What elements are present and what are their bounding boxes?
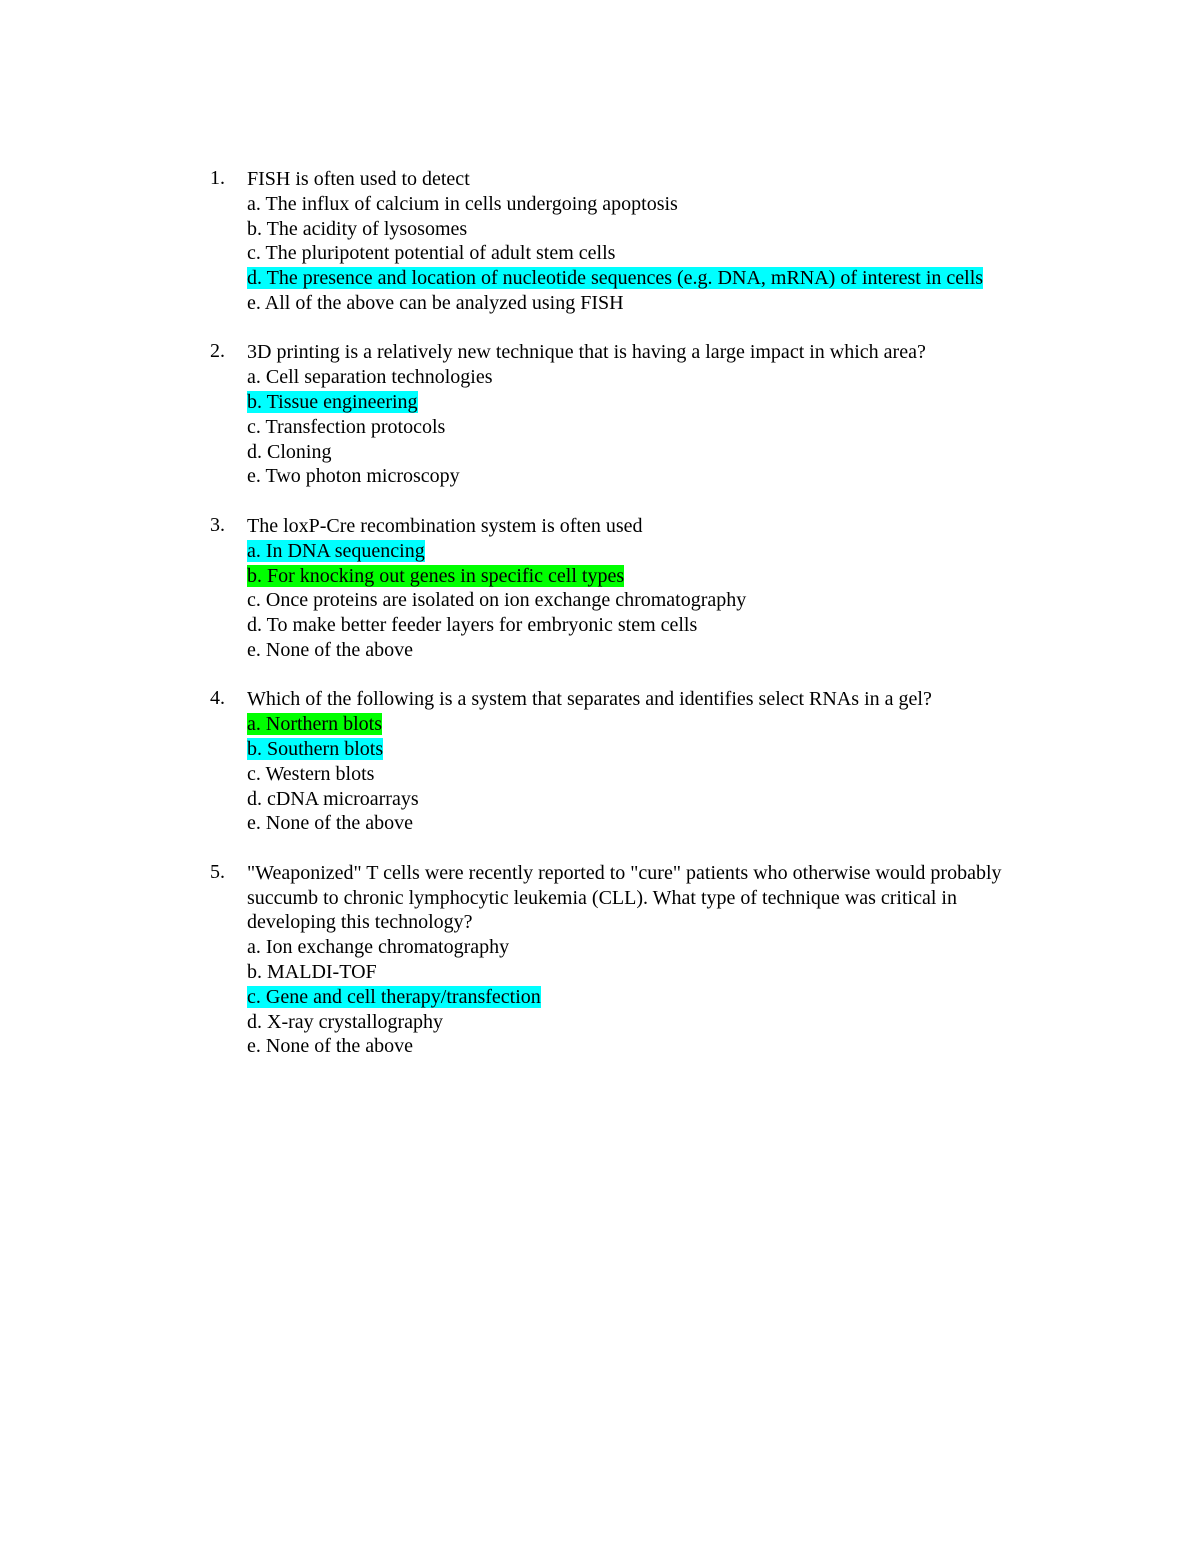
question-4 [210, 687, 1030, 836]
option-item [247, 365, 1030, 390]
question-1 [210, 167, 1030, 316]
option-item [247, 638, 1030, 663]
option-item [247, 539, 1030, 564]
option-item [247, 390, 1030, 415]
option-item [247, 415, 1030, 440]
option-text: d. Cloning [247, 440, 332, 463]
option-item [247, 935, 1030, 960]
option-text: e. None of the above [247, 638, 414, 661]
option-item [247, 811, 1030, 836]
option-item [247, 217, 1030, 242]
question-list [210, 167, 1030, 1084]
option-item [247, 1034, 1030, 1059]
option-text: d. X-ray crystallography [247, 1010, 444, 1033]
option-item [247, 291, 1030, 316]
question-text: FISH is often used to detect [247, 168, 470, 190]
option-text: e. Two photon microscopy [247, 465, 460, 488]
question-text: Which of the following is a system that separates and identifies select RNAs in a gel? [247, 688, 932, 711]
option-item [247, 564, 1030, 589]
question-text: "Weaponized" T cells were recently reported to "cure" patients who otherwise would probably succumb to chronic lymphocytic leukemia (CLL). What type of technique was critical in developing this technology? [247, 861, 1002, 934]
option-text: c. Once proteins are isolated on ion exchange chromatography [247, 589, 747, 612]
question-number: 3. [210, 513, 225, 536]
option-text: c. The pluripotent potential of adult stem cells [247, 242, 616, 265]
option-text: b. MALDI-TOF [247, 961, 377, 984]
option-item [247, 762, 1030, 787]
question-3 [210, 514, 1030, 663]
option-item [247, 440, 1030, 465]
option-text: c. Transfection protocols [247, 415, 446, 438]
option-text: b. The acidity of lysosomes [247, 217, 468, 240]
option-item [247, 712, 1030, 737]
option-text: c. Western blots [247, 762, 375, 785]
option-item [247, 192, 1030, 217]
option-text-highlighted: b. For knocking out genes in specific cell types [247, 564, 625, 587]
option-item [247, 613, 1030, 638]
option-item [247, 241, 1030, 266]
option-item [247, 588, 1030, 613]
option-item [247, 1010, 1030, 1035]
option-text: d. cDNA microarrays [247, 787, 419, 810]
option-item [247, 464, 1030, 489]
question-number: 4. [210, 687, 225, 710]
question-number: 2. [210, 340, 225, 363]
option-text: e. None of the above [247, 1035, 414, 1058]
option-text: a. Ion exchange chromatography [247, 936, 510, 959]
option-text-highlighted: c. Gene and cell therapy/transfection [247, 985, 541, 1008]
option-item [247, 266, 1030, 291]
option-text: a. The influx of calcium in cells undergoing apoptosis [247, 192, 678, 215]
question-5 [210, 861, 1030, 1059]
option-text: e. None of the above [247, 812, 414, 835]
question-number: 5. [210, 860, 225, 883]
option-text-highlighted: b. Southern blots [247, 738, 384, 760]
option-text-highlighted: a. In DNA sequencing [247, 539, 425, 562]
option-item [247, 985, 1030, 1010]
option-text-highlighted: b. Tissue engineering [247, 391, 418, 414]
option-item [247, 960, 1030, 985]
option-item [247, 737, 1030, 762]
option-text-highlighted: d. The presence and location of nucleotide sequences (e.g. DNA, mRNA) of interest in cells [247, 267, 984, 290]
question-text: The loxP-Cre recombination system is often used [247, 514, 643, 537]
question-2 [210, 340, 1030, 489]
question-number: 1. [210, 167, 225, 189]
option-text: a. Cell separation technologies [247, 366, 493, 389]
option-text-highlighted: a. Northern blots [247, 713, 382, 736]
option-text: d. To make better feeder layers for embryonic stem cells [247, 614, 698, 637]
question-text: 3D printing is a relatively new technique that is having a large impact in which area? [247, 341, 926, 364]
option-text: e. All of the above can be analyzed using FISH [247, 291, 624, 314]
option-item [247, 787, 1030, 812]
